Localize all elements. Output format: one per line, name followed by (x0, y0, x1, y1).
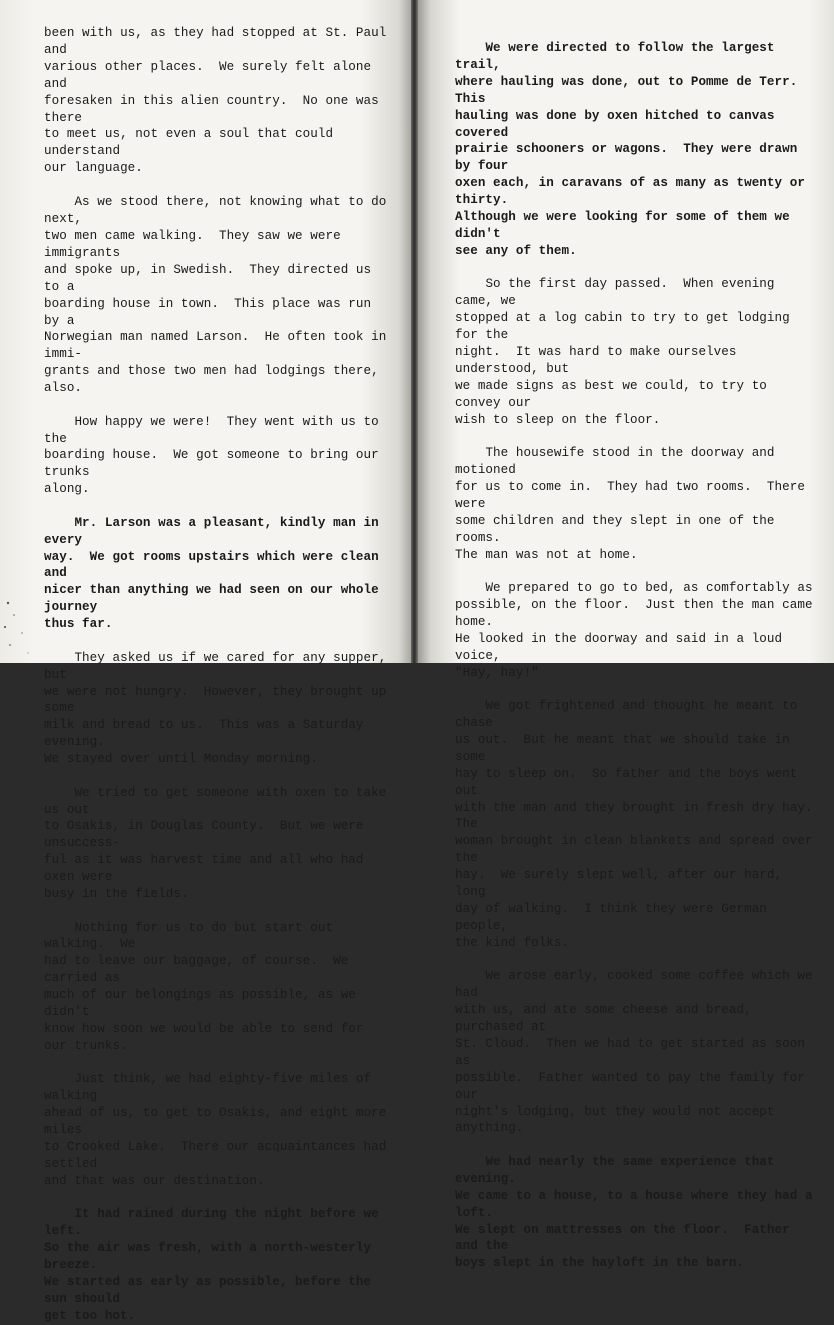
right-paragraph-3: The housewife stood in the doorway and motioned for us to come in. They had two rooms. There were some children and they slept in one of the rooms. The man was not at home. (455, 446, 805, 562)
right-paragraph-5: We got frightened and thought he meant to chase us out. But he meant that we should take in some hay to sleep on. So father and the boys went out with the man and they brought in fresh dry hay. The woman brought in clean blankets and spread over the hay. We surely slept well, after our hard, long day of walking. I think they were German people, the kind folks. (455, 699, 813, 950)
left-paragraph-1: been with us, as they had stopped at St. Paul and various other places. We surely felt alone and foresaken in this alien country. No one was there to meet us, not even a soul that could understand our language. (44, 26, 387, 176)
left-paragraph-7: Nothing for us to do but start out walking. We had to leave our baggage, of course. We carried as much of our belongings as possible, as we didn't know how soon we would be able to send for our trunks. (44, 920, 364, 1053)
page-speckle-decoration (0, 593, 40, 663)
right-page (418, 0, 834, 1271)
left-paragraph-5: They asked us if we cared for any supper, but we were not hungry. However, they brought up some milk and bread to us. This was a Saturday evening. We stayed over until Monday morning. (44, 650, 387, 767)
right-paragraph-4: We prepared to go to bed, as comfortably as possible, on the floor. Just then the man came home. He looked in the doorway and said in a loud voice, "Hay, hay!" (455, 581, 813, 680)
right-paragraph-2: So the first day passed. When evening came, we stopped at a log cabin to try to get lodging for the night. It was hard to make ourselves understood, but we made signs as best we could, to try to convey our wish to sleep on the floor. (455, 277, 790, 427)
right-paragraph-7: We had nearly the same experience that evening. We came to a house, to a house where they had a loft. We slept on mattresses on the floor. Father and the boys slept in the hayloft in the barn. (455, 1154, 813, 1271)
left-paragraph-9: It had rained during the night before we left. So the air was fresh, with a north-westerly breeze. We started as early as possible, before the sun should get too hot. (44, 1207, 379, 1323)
left-paragraph-8: Just think, we had eighty-five miles of walking ahead of us, to get to Osakis, and eight more miles to Crooked Lake. There our acquaintances had settled and that was our destination. (44, 1072, 387, 1188)
left-page (0, 0, 411, 1323)
left-paragraph-4: Mr. Larson was a pleasant, kindly man in every way. We got rooms upstairs which were clean and nicer than anything we had seen on our whole journey thus far. (44, 515, 379, 632)
left-paragraph-6: We tried to get someone with oxen to take us out to Osakis, in Douglas County. But we were unsuccess- ful as it was harvest time and all who had oxen were busy in the fields. (44, 785, 387, 902)
book-gutter (411, 0, 418, 663)
left-paragraph-3: How happy we were! They went with us to the boarding house. We got someone to bring our trunks along. (44, 414, 379, 497)
right-paragraph-6: We arose early, cooked some coffee which we had with us, and ate some cheese and bread, purchased at St. Cloud. Then we had to get started as soon as possible. Father wanted to pay the family for our night's lodging, but they would not accept anything. (455, 969, 813, 1136)
right-paragraph-1: We were directed to follow the largest trail, where hauling was done, out to Pomme de Terr. This hauling was done by oxen hitched to canvas covered prairie schooners or wagons. They were drawn by four oxen each, in caravans of as many as twenty or thirty. Although we were looking for some of them we didn't see any of them. (455, 41, 805, 258)
left-paragraph-2: As we stood there, not knowing what to do next, two men came walking. They saw we were immigrants and spoke up, in Swedish. They directed us to a boarding house in town. This place was run by a Norwegian man named Larson. He often took in immi- grants and those two men had lodgings there, also. (44, 195, 387, 396)
